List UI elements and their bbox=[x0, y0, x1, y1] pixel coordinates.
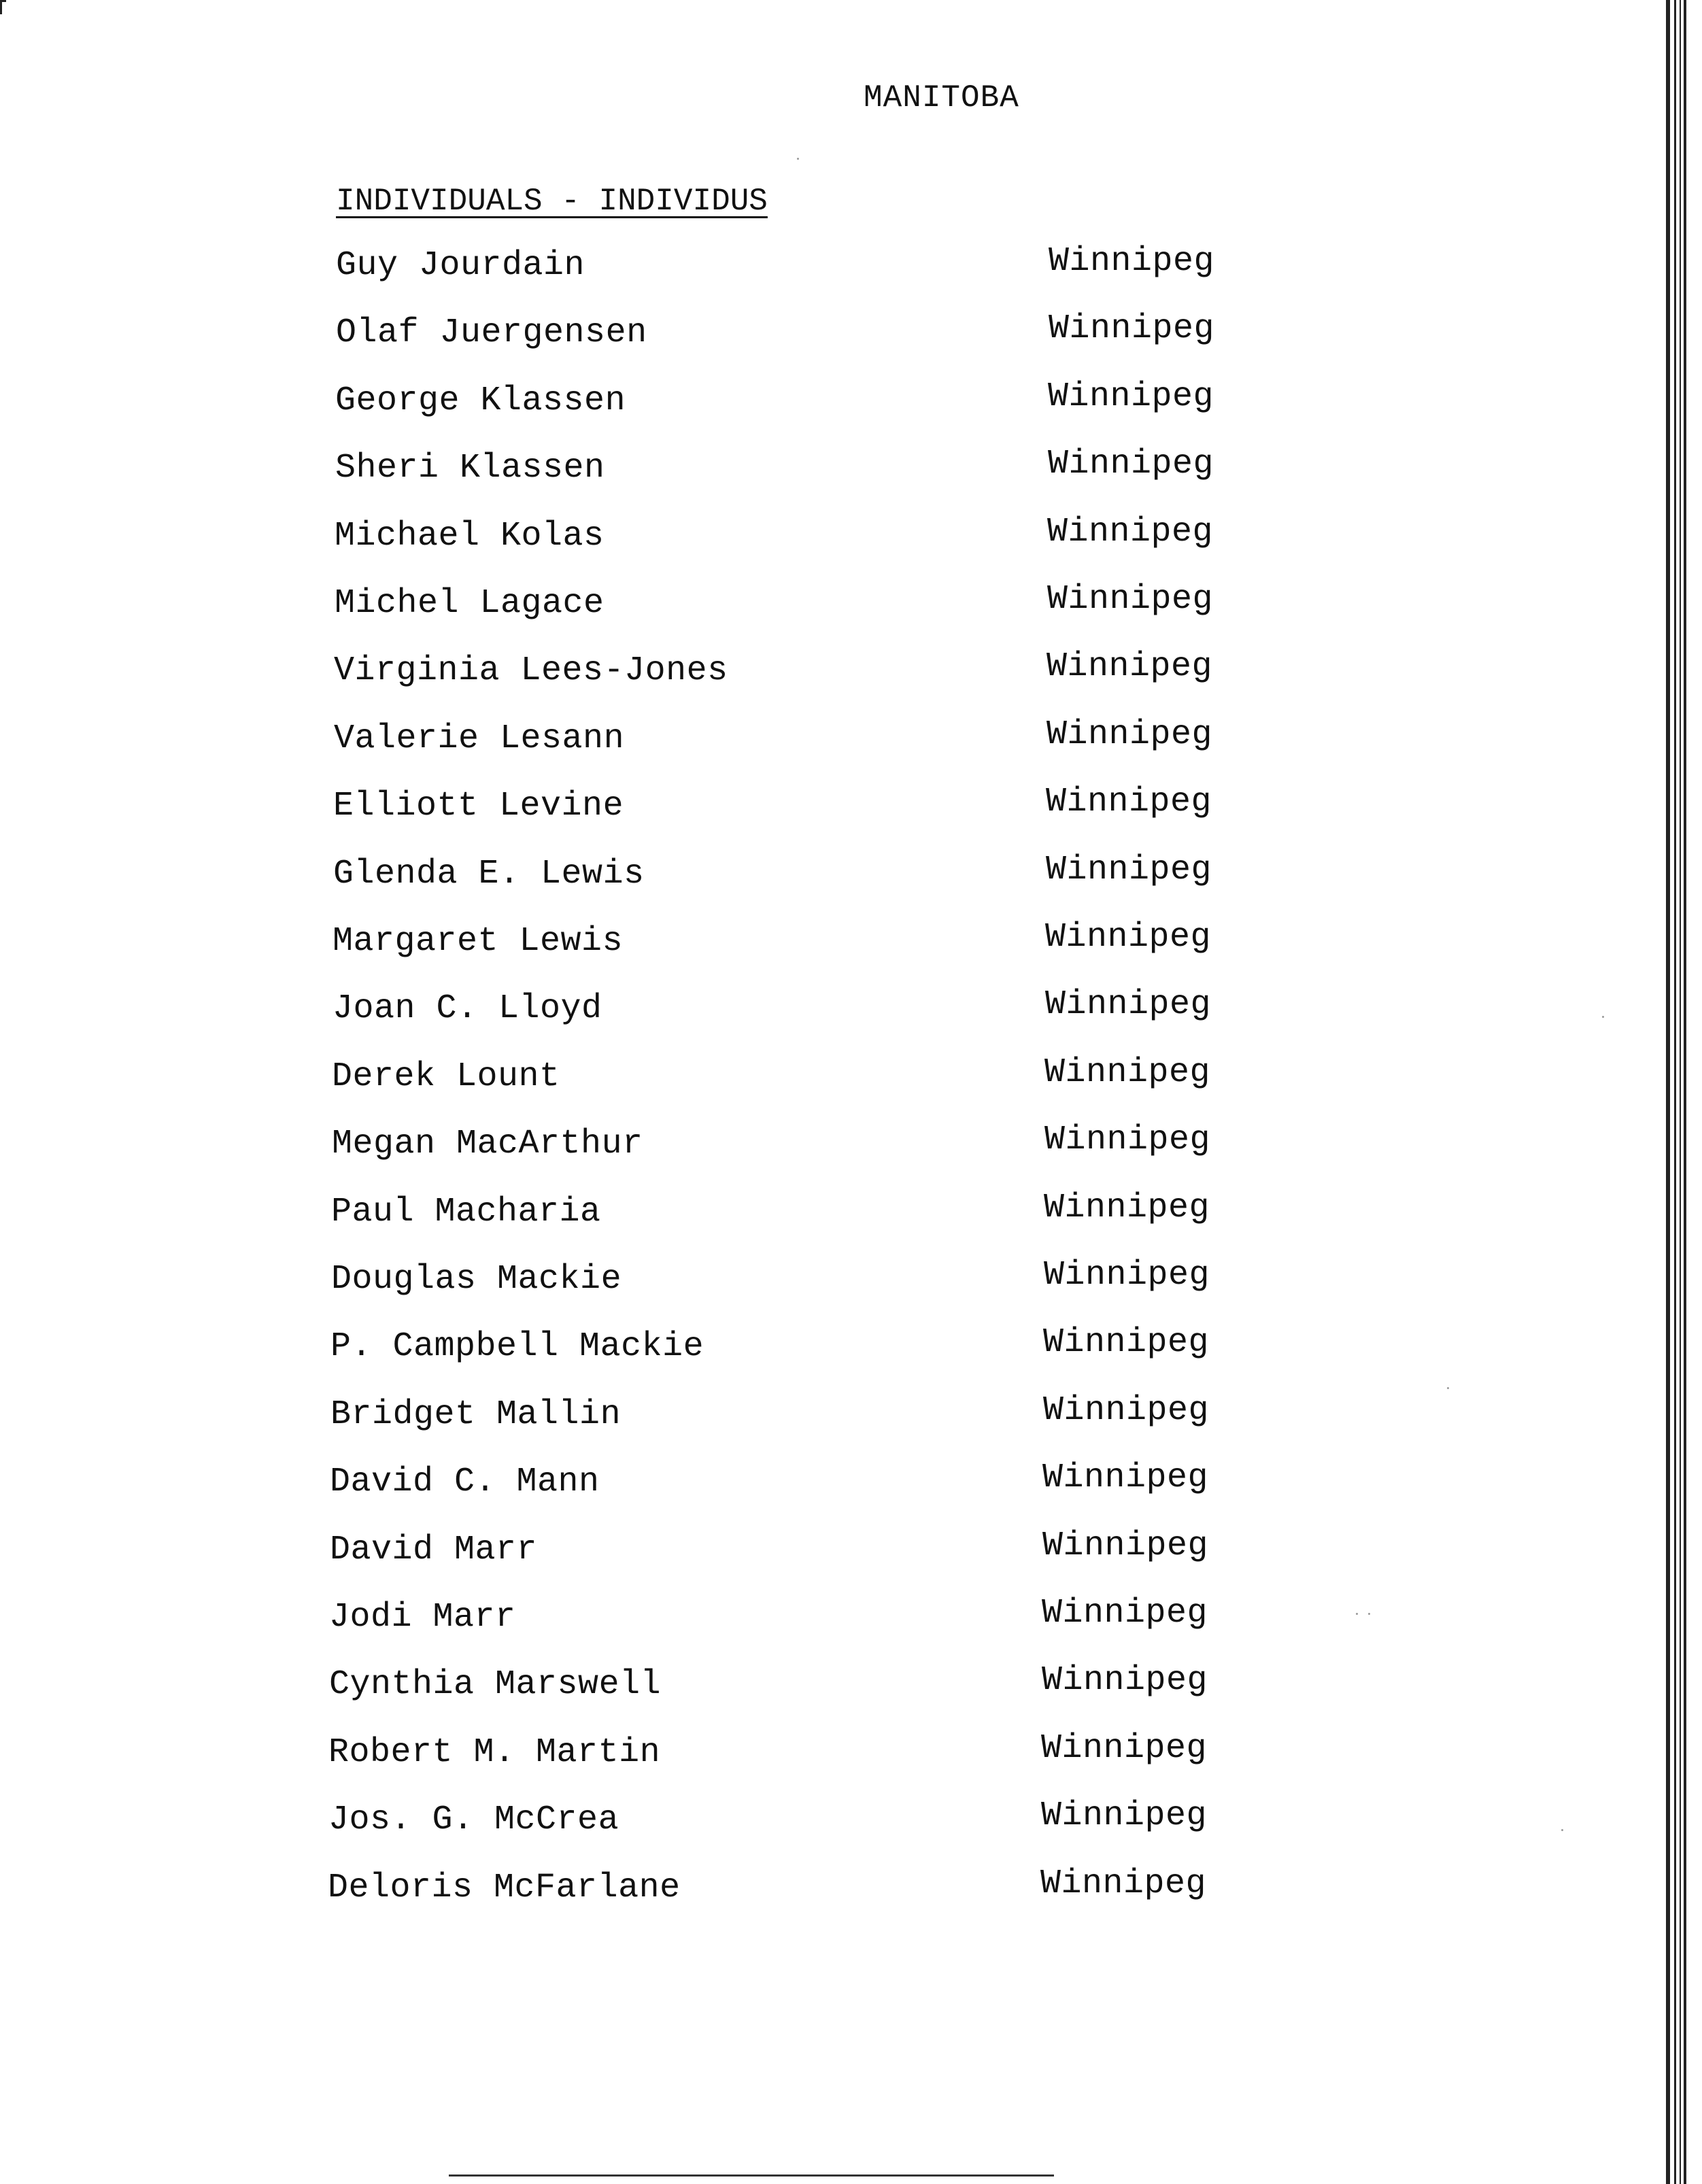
entry-city: Winnipeg bbox=[1043, 1391, 1210, 1430]
entry-name: David C. Mann bbox=[330, 1463, 600, 1501]
list-item bbox=[0, 1121, 1360, 1179]
entry-city: Winnipeg bbox=[1042, 1594, 1208, 1633]
list-item bbox=[0, 783, 1360, 841]
scan-speck bbox=[1447, 1387, 1449, 1389]
list-item bbox=[0, 1256, 1360, 1314]
entry-city: Winnipeg bbox=[1040, 1864, 1207, 1903]
entry-city: Winnipeg bbox=[1044, 1256, 1210, 1295]
entry-city: Winnipeg bbox=[1041, 1796, 1208, 1835]
scan-speck bbox=[797, 158, 799, 160]
entry-name: Derek Lount bbox=[332, 1057, 560, 1096]
entry-name: Michel Lagace bbox=[335, 584, 605, 623]
entry-name: Robert M. Martin bbox=[328, 1733, 661, 1772]
entry-city: Winnipeg bbox=[1044, 1189, 1210, 1227]
entry-name: Olaf Juergensen bbox=[336, 313, 647, 352]
list-item bbox=[0, 1526, 1360, 1585]
entry-name: Jodi Marr bbox=[329, 1598, 516, 1637]
scan-speck bbox=[1602, 1016, 1604, 1018]
entry-city: Winnipeg bbox=[1049, 242, 1215, 281]
entry-name: David Marr bbox=[330, 1531, 538, 1569]
page-heading: MANITOBA bbox=[864, 80, 1019, 116]
list-item bbox=[0, 985, 1360, 1044]
entry-city: Winnipeg bbox=[1046, 715, 1213, 754]
entry-city: Winnipeg bbox=[1042, 1458, 1209, 1497]
list-item bbox=[0, 1796, 1360, 1855]
entry-city: Winnipeg bbox=[1042, 1661, 1208, 1700]
list-item bbox=[0, 445, 1360, 503]
scan-speck bbox=[1356, 1613, 1358, 1615]
entry-name: Guy Jourdain bbox=[336, 246, 585, 285]
entry-city: Winnipeg bbox=[1045, 918, 1212, 957]
entry-name: Elliott Levine bbox=[333, 787, 624, 825]
entry-city: Winnipeg bbox=[1046, 647, 1213, 686]
list-item bbox=[0, 580, 1360, 638]
list-item bbox=[0, 1323, 1360, 1382]
entry-city: Winnipeg bbox=[1041, 1729, 1208, 1768]
entry-name: Jos. G. McCrea bbox=[328, 1801, 619, 1839]
entry-name: Glenda E. Lewis bbox=[333, 855, 645, 893]
entry-city: Winnipeg bbox=[1047, 580, 1214, 619]
entry-name: Michael Kolas bbox=[335, 517, 605, 556]
entry-city: Winnipeg bbox=[1047, 513, 1214, 551]
list-item bbox=[0, 1458, 1360, 1517]
entry-name: Douglas Mackie bbox=[331, 1260, 622, 1299]
entry-city: Winnipeg bbox=[1044, 1053, 1211, 1092]
entry-name: Megan MacArthur bbox=[332, 1125, 643, 1163]
list-item bbox=[0, 377, 1360, 436]
entry-name: Joan C. Lloyd bbox=[333, 989, 602, 1028]
list-item bbox=[0, 1661, 1360, 1720]
list-item bbox=[0, 715, 1360, 774]
list-item bbox=[0, 1729, 1360, 1788]
entry-name: P. Campbell Mackie bbox=[330, 1327, 704, 1366]
scan-speck bbox=[1368, 1613, 1370, 1615]
list-item bbox=[0, 1391, 1360, 1450]
entry-name: Margaret Lewis bbox=[333, 922, 624, 961]
entry-city: Winnipeg bbox=[1046, 851, 1212, 889]
entry-name: Paul Macharia bbox=[331, 1193, 601, 1231]
entry-name: Cynthia Marswell bbox=[329, 1665, 662, 1704]
scan-speck bbox=[1561, 1829, 1563, 1831]
list-item bbox=[0, 242, 1360, 301]
list-item bbox=[0, 647, 1360, 706]
entry-name: Deloris McFarlane bbox=[328, 1869, 681, 1907]
list-item bbox=[0, 309, 1360, 368]
entry-city: Winnipeg bbox=[1045, 985, 1212, 1024]
list-item bbox=[0, 1594, 1360, 1652]
entry-name: Bridget Mallin bbox=[330, 1395, 622, 1434]
entry-name: George Klassen bbox=[335, 381, 626, 420]
entry-city: Winnipeg bbox=[1048, 377, 1214, 416]
entry-city: Winnipeg bbox=[1046, 783, 1212, 821]
entry-city: Winnipeg bbox=[1043, 1323, 1210, 1362]
entry-name: Sheri Klassen bbox=[335, 449, 605, 488]
list-item bbox=[0, 918, 1360, 976]
list-item bbox=[0, 1189, 1360, 1247]
list-item bbox=[0, 1053, 1360, 1112]
section-title: INDIVIDUALS - INDIVIDUS bbox=[336, 184, 768, 219]
list-item bbox=[0, 851, 1360, 909]
entry-name: Virginia Lees-Jones bbox=[334, 651, 728, 690]
entry-city: Winnipeg bbox=[1048, 445, 1214, 483]
bottom-rule bbox=[449, 2174, 1054, 2177]
entry-city: Winnipeg bbox=[1049, 309, 1215, 348]
list-item bbox=[0, 1864, 1360, 1923]
entry-city: Winnipeg bbox=[1044, 1121, 1211, 1159]
entry-name: Valerie Lesann bbox=[334, 719, 625, 758]
entry-city: Winnipeg bbox=[1042, 1526, 1209, 1565]
list-item bbox=[0, 513, 1360, 571]
